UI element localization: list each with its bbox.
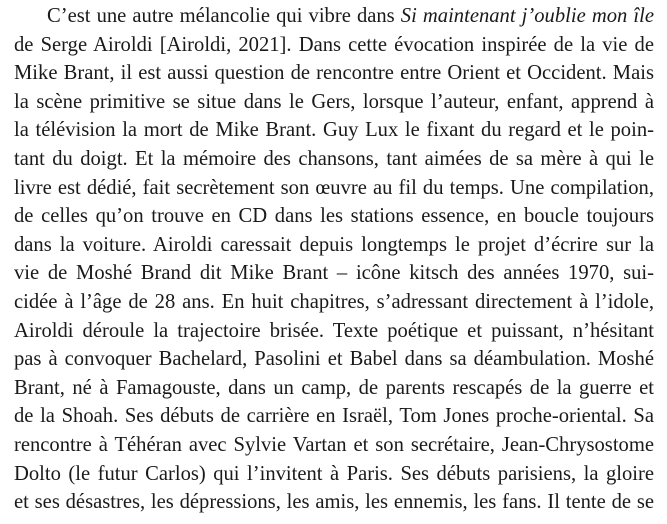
text-segment: de la Shoah. Ses débuts de carrière en Israël, Tom Jones proche-oriental. Sa	[14, 405, 654, 428]
text-line	[14, 460, 654, 488]
text-segment: dans la voiture. Airoldi caressait depuis longtemps le projet d’écrire sur la	[14, 233, 654, 256]
text-segment: Brant, né à Famagouste, dans un camp, de parents rescapés de la guerre et	[14, 376, 654, 399]
text-line	[14, 174, 654, 202]
text-segment: pas à convoquer Bachelard, Pasolini et Babel dans sa déambulation. Moshé	[14, 348, 654, 371]
text-segment: rencontre à Téhéran avec Sylvie Vartan et son secrétaire, Jean-Chrysostome	[14, 434, 654, 456]
text-segment: de Serge Airoldi [Airoldi, 2021]. Dans cette évocation inspirée de la vie de	[14, 33, 654, 56]
text-segment: tant du doigt. Et la mémoire des chansons, tant aimées de sa mère à qui le	[14, 148, 654, 170]
text-segment: Mike Brant, il est aussi question de rencontre entre Orient et Occident. Mais	[14, 62, 654, 85]
text-line	[14, 88, 654, 116]
text-segment: cidée à l’âge de 28 ans. En huit chapitres, s’adressant directement à l’idole,	[14, 291, 654, 313]
text-segment: livre est dédié, fait secrètement son œuvre au fil du temps. Une compilation,	[14, 176, 654, 199]
text-line	[14, 59, 654, 87]
text-line	[14, 145, 654, 173]
text-segment: et ses désastres, les dépressions, les amis, les ennemis, les fans. Il tente de se	[14, 491, 654, 514]
text-line	[47, 2, 654, 30]
text-line	[14, 259, 654, 287]
book-title-italic: Si maintenant j’oublie mon île	[400, 5, 654, 27]
text-line	[14, 231, 654, 259]
text-line	[14, 116, 654, 144]
text-line	[14, 202, 654, 230]
text-segment: C’est une autre mélancolie qui vibre dans	[47, 5, 401, 27]
text-segment: la scène primitive se situe dans le Gers, lorsque l’auteur, enfant, apprend à	[14, 90, 654, 113]
text-line	[14, 374, 654, 402]
text-segment: Dolto (le futur Carlos) qui l’invitent à Paris. Ses débuts parisiens, la gloire	[14, 462, 654, 485]
text-line	[14, 431, 654, 459]
text-line	[14, 288, 654, 316]
text-segment: la télévision la mort de Mike Brant. Guy Lux le fixant du regard et le poin-	[14, 119, 654, 142]
text-line	[14, 402, 654, 430]
text-line	[14, 488, 654, 516]
text-line	[14, 31, 654, 59]
text-segment: de celles qu’on trouve en CD dans les stations essence, en boucle toujours	[14, 205, 654, 228]
text-line	[14, 345, 654, 373]
text-segment: vie de Moshé Brand dit Mike Brant – icône kitsch des années 1970, sui-	[14, 262, 654, 285]
text-segment: Airoldi déroule la trajectoire brisée. Texte poétique et puissant, n’hésitant	[14, 319, 654, 342]
text-line	[14, 317, 654, 345]
